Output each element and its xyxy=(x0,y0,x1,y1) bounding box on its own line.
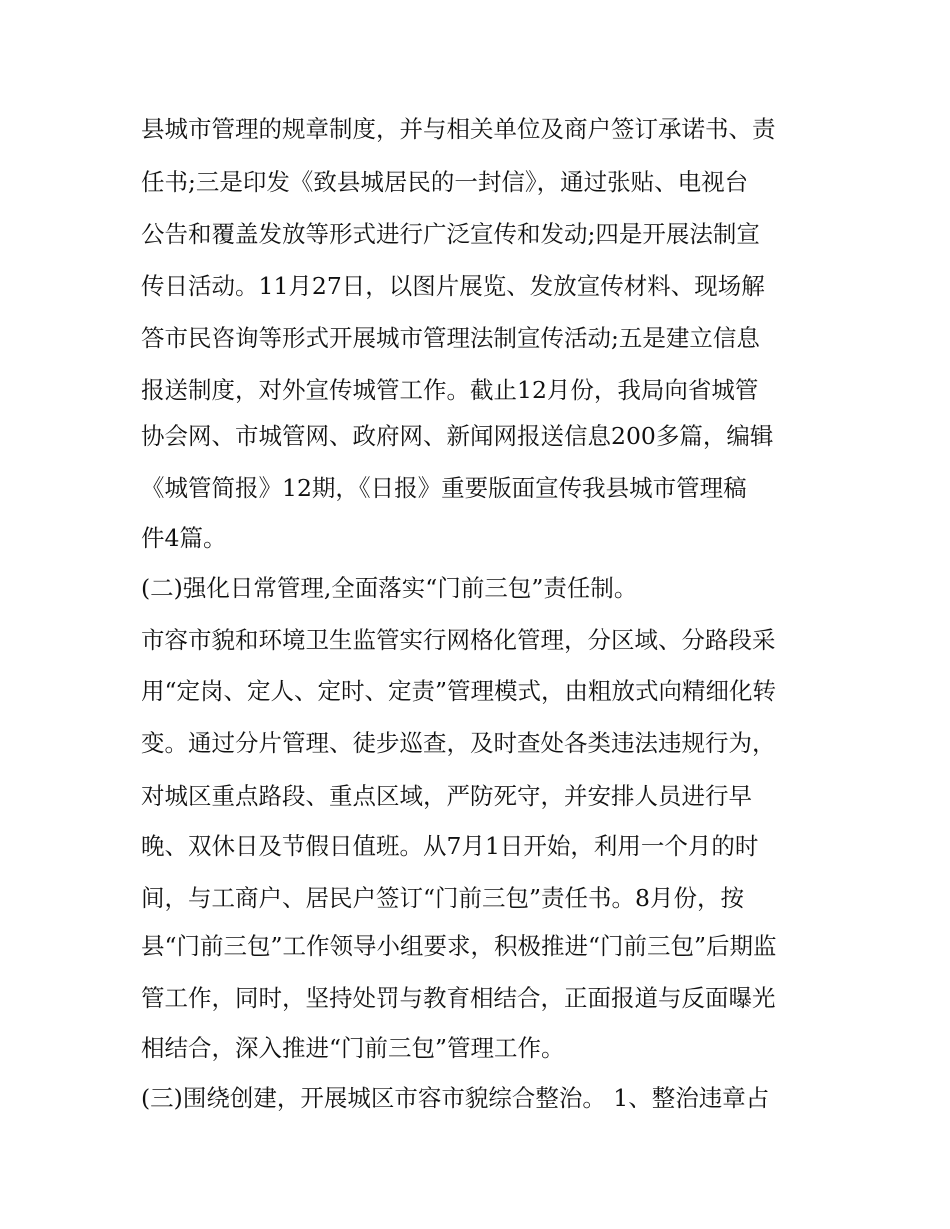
text-line: 相结合，深入推进“门前三包”管理工作。 xyxy=(141,1034,565,1062)
text-line: 公告和覆盖发放等形式进行广泛宣传和发动;四是开展法制宣 xyxy=(141,220,760,248)
text-line: 报送制度，对外宣传城管工作。截止12月份，我局向省城管 xyxy=(141,376,759,404)
section-heading: (三)围绕创建，开展城区市容市貌综合整治。 1、整治违章占 xyxy=(141,1084,770,1112)
text-line: 《城管简报》12期，《日报》重要版面宣传我县城市管理稿 xyxy=(141,474,747,502)
text-line: 管工作，同时，坚持处罚与教育相结合，正面报道与反面曝光 xyxy=(141,984,776,1012)
text-line: 市容市貌和环境卫生监管实行网格化管理，分区域、分路段采 xyxy=(141,626,776,654)
text-line: 晚、双休日及节假日值班。从7月1日开始，利用一个月的时 xyxy=(141,832,759,860)
text-line: 县“门前三包”工作领导小组要求，积极推进“门前三包”后期监 xyxy=(141,932,777,960)
text-line: 协会网、市城管网、政府网、新闻网报送信息200多篇，编辑 xyxy=(141,422,774,450)
text-line: 用“定岗、定人、定时、定责”管理模式，由粗放式向精细化转 xyxy=(141,677,777,705)
text-line: 传日活动。11月27日，以图片展览、发放宣传材料、现场解 xyxy=(141,272,765,300)
text-line: 县城市管理的规章制度，并与相关单位及商户签订承诺书、责 xyxy=(141,115,776,143)
text-line: 件4篇。 xyxy=(141,524,227,552)
text-line: 任书;三是印发《致县城居民的一封信》，通过张贴、电视台 xyxy=(141,168,749,196)
text-line: 答市民咨询等形式开展城市管理法制宣传活动;五是建立信息 xyxy=(141,324,760,352)
text-line: 变。通过分片管理、徒步巡查，及时查处各类违法违规行为， xyxy=(141,729,776,757)
text-line: 间，与工商户、居民户签订“门前三包”责任书。8月份，按 xyxy=(141,884,744,912)
text-line: 对城区重点路段、重点区域，严防死守，并安排人员进行早 xyxy=(141,782,752,810)
section-heading: (二)强化日常管理,全面落实“门前三包”责任制。 xyxy=(141,574,638,602)
